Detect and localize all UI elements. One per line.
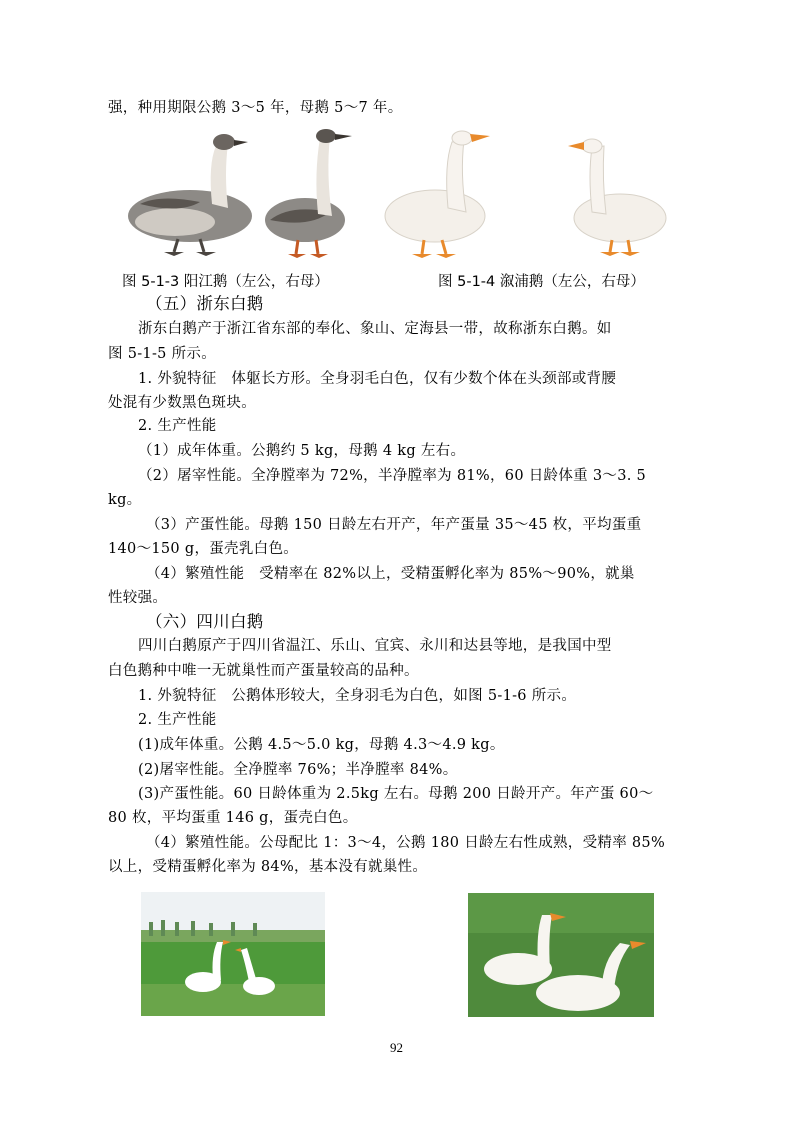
- figure-caption: 图 5-1-3 阳江鹅（左公，右母）: [122, 274, 329, 290]
- figure-caption: 图 5-1-4 溆浦鹅（左公，右母）: [438, 274, 645, 290]
- section-heading: （六）四川白鹅: [146, 612, 264, 631]
- page-number: 92: [390, 1040, 403, 1055]
- text-line: 白色鹅种中唯一无就巢性而产蛋量较高的品种。: [108, 663, 419, 679]
- text-line: kg。: [108, 492, 142, 508]
- figure-xupu-geese: [380, 124, 680, 264]
- text-line: 2. 生产性能: [138, 712, 217, 728]
- text-line: （2）屠宰性能。全净膛率为 72%，半净膛率为 81%，60 日龄体重 3～3. 5: [138, 468, 647, 484]
- text-line: （4）繁殖性能 受精率在 82%以上，受精蛋孵化率为 85%～90%，就巢: [146, 566, 635, 582]
- figure-yangjiang-geese: [120, 124, 370, 264]
- text-line: 2. 生产性能: [138, 418, 217, 434]
- photo-sichuan-geese-field: [141, 892, 325, 1016]
- text-line: 图 5-1-5 所示。: [108, 346, 216, 362]
- text-line: 80 枚，平均蛋重 146 g，蛋壳白色。: [108, 810, 358, 826]
- text-line: 1. 外貌特征 体躯长方形。全身羽毛白色，仅有少数个体在头颈部或背腰: [138, 371, 617, 387]
- text-line: （4）繁殖性能。公母配比 1：3～4，公鹅 180 日龄左右性成熟，受精率 85%: [146, 835, 666, 851]
- text-line: 1. 外貌特征 公鹅体形较大，全身羽毛为白色，如图 5-1-6 所示。: [138, 688, 577, 704]
- text-line: (3)产蛋性能。60 日龄体重为 2.5kg 左右。母鹅 200 日龄开产。年产蛋 60～: [138, 786, 654, 802]
- section-heading: （五）浙东白鹅: [146, 294, 264, 313]
- text-line: 以上，受精蛋孵化率为 84%，基本没有就巢性。: [108, 859, 428, 875]
- goose-female-illustration: [568, 139, 666, 256]
- text-line: (2)屠宰性能。全净膛率 76%；半净膛率 84%。: [138, 762, 458, 778]
- text-line: 强，种用期限公鹅 3～5 年，母鹅 5～7 年。: [108, 100, 403, 116]
- goose-male-illustration: [385, 131, 490, 258]
- text-line: 性较强。: [108, 590, 168, 606]
- text-line: （1）成年体重。公鹅约 5 kg，母鹅 4 kg 左右。: [138, 443, 466, 459]
- text-line: 140～150 g，蛋壳乳白色。: [108, 541, 299, 557]
- text-line: (1)成年体重。公鹅 4.5～5.0 kg，母鹅 4.3～4.9 kg。: [138, 737, 505, 753]
- photo-sichuan-geese-grass: [468, 893, 654, 1017]
- goose-female-illustration: [265, 129, 352, 258]
- text-line: （3）产蛋性能。母鹅 150 日龄左右开产，年产蛋量 35～45 枚，平均蛋重: [146, 517, 642, 533]
- text-line: 四川白鹅原产于四川省温江、乐山、宜宾、永川和达县等地，是我国中型: [138, 638, 612, 654]
- text-line: 处混有少数黑色斑块。: [108, 395, 256, 411]
- goose-male-illustration: [128, 134, 252, 256]
- text-line: 浙东白鹅产于浙江省东部的奉化、象山、定海县一带，故称浙东白鹅。如: [138, 321, 612, 337]
